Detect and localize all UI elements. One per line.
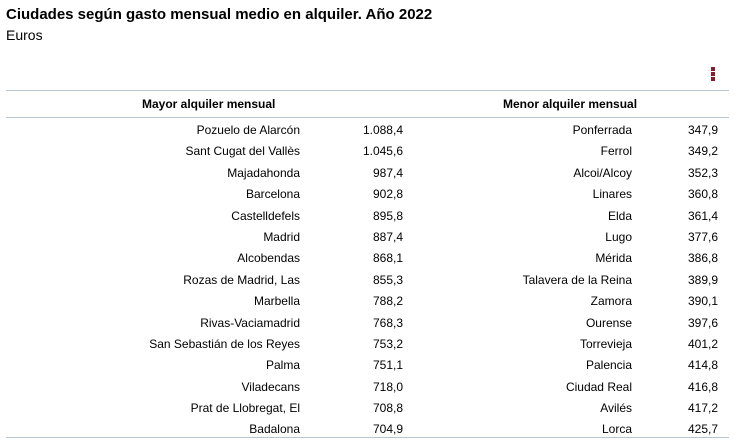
- menor-value-cell: 414,8: [687, 358, 718, 373]
- table-row: [6, 377, 729, 398]
- table-row: [6, 248, 729, 269]
- mayor-city-cell: Alcobendas: [237, 251, 300, 266]
- menor-city-cell: Ourense: [585, 315, 632, 330]
- menor-value-cell: 401,2: [687, 336, 718, 351]
- table-row: [6, 163, 729, 184]
- mayor-city-cell: San Sebastián de los Reyes: [149, 336, 300, 351]
- menor-value-cell: 425,7: [687, 422, 718, 437]
- menor-value-cell: 349,2: [687, 144, 718, 159]
- menor-value-cell: 386,8: [687, 251, 718, 266]
- mayor-value-cell: 855,3: [372, 272, 403, 287]
- menor-city-cell: Ferrol: [600, 144, 632, 159]
- table-row: [6, 291, 729, 312]
- mayor-value-cell: 768,3: [372, 315, 403, 330]
- menor-city-cell: Zamora: [590, 294, 632, 309]
- mayor-city-cell: Castelldefels: [231, 208, 300, 223]
- menor-value-cell: 377,6: [687, 229, 718, 244]
- menor-value-cell: 347,9: [687, 123, 718, 137]
- menor-value-cell: 417,2: [687, 401, 718, 416]
- mayor-city-cell: Marbella: [253, 294, 300, 309]
- mayor-value-cell: 987,4: [372, 165, 403, 180]
- mayor-value-cell: 902,8: [372, 187, 403, 202]
- menor-city-cell: Torrevieja: [579, 336, 632, 351]
- menor-value-cell: 389,9: [687, 272, 718, 287]
- mayor-city-cell: Madrid: [263, 229, 300, 244]
- menor-city-cell: Lugo: [605, 229, 632, 244]
- menor-city-cell: Linares: [592, 187, 632, 202]
- menor-city-cell: Ponferrada: [572, 123, 632, 137]
- kebab-menu-icon[interactable]: [707, 66, 719, 82]
- mayor-value-cell: 788,2: [372, 294, 403, 309]
- menu-dot: [711, 67, 715, 71]
- menor-city-cell: Talavera de la Reina: [522, 272, 632, 287]
- menor-value-cell: 360,8: [687, 187, 718, 202]
- menor-city-cell: Avilés: [600, 401, 632, 416]
- table-row: [6, 313, 729, 334]
- menor-city-cell: Mérida: [595, 251, 632, 266]
- table-row: [6, 227, 729, 248]
- menor-city-cell: Lorca: [601, 422, 632, 437]
- mayor-value-cell: 704,9: [372, 422, 403, 437]
- table-row: [6, 120, 729, 141]
- mayor-value-cell: 1.088,4: [362, 123, 403, 137]
- mayor-value-cell: 708,8: [372, 401, 403, 416]
- menor-city-cell: Ciudad Real: [565, 379, 632, 394]
- table-top-rule: [6, 90, 729, 91]
- mayor-value-cell: 868,1: [372, 251, 403, 266]
- mayor-city-cell: Pozuelo de Alarcón: [196, 123, 300, 137]
- mayor-city-cell: Prat de Llobregat, El: [190, 401, 300, 416]
- mayor-city-cell: Palma: [265, 358, 300, 373]
- table-row: [6, 270, 729, 291]
- menor-value-cell: 361,4: [687, 208, 718, 223]
- mayor-city-cell: Badalona: [249, 422, 300, 437]
- table-header-rule: [6, 117, 729, 118]
- menor-city-cell: Elda: [607, 208, 632, 223]
- column-header-menor: Menor alquiler mensual: [503, 97, 638, 111]
- table-row: [6, 184, 729, 205]
- mayor-city-cell: Viladecans: [241, 379, 300, 394]
- mayor-city-cell: Barcelona: [245, 187, 300, 202]
- column-header-mayor: Mayor alquiler mensual: [142, 97, 276, 111]
- table-row: [6, 398, 729, 419]
- menor-value-cell: 352,3: [687, 165, 718, 180]
- menor-value-cell: 397,6: [687, 315, 718, 330]
- mayor-city-cell: Majadahonda: [227, 165, 300, 180]
- menor-value-cell: 416,8: [687, 379, 718, 394]
- table-row: [6, 355, 729, 376]
- mayor-value-cell: 753,2: [372, 336, 403, 351]
- mayor-value-cell: 718,0: [372, 379, 403, 394]
- mayor-city-cell: Rozas de Madrid, Las: [183, 272, 300, 287]
- mayor-value-cell: 887,4: [372, 229, 403, 244]
- menu-dot: [711, 72, 715, 76]
- table-bottom-rule: [6, 437, 729, 438]
- chart-subtitle: Euros: [6, 27, 43, 43]
- table-row: [6, 334, 729, 355]
- table-body: [6, 120, 729, 441]
- chart-title: Ciudades según gasto mensual medio en alquiler. Año 2022: [6, 6, 433, 23]
- menor-city-cell: Alcoi/Alcoy: [573, 165, 632, 180]
- table-row: [6, 141, 729, 162]
- mayor-city-cell: Sant Cugat del Vallès: [185, 144, 300, 159]
- menor-value-cell: 390,1: [687, 294, 718, 309]
- mayor-value-cell: 895,8: [372, 208, 403, 223]
- menu-dot: [711, 77, 715, 81]
- mayor-city-cell: Rivas-Vaciamadrid: [200, 315, 300, 330]
- table-row: [6, 206, 729, 227]
- menor-city-cell: Palencia: [585, 358, 632, 373]
- mayor-value-cell: 1.045,6: [362, 144, 403, 159]
- mayor-value-cell: 751,1: [372, 358, 403, 373]
